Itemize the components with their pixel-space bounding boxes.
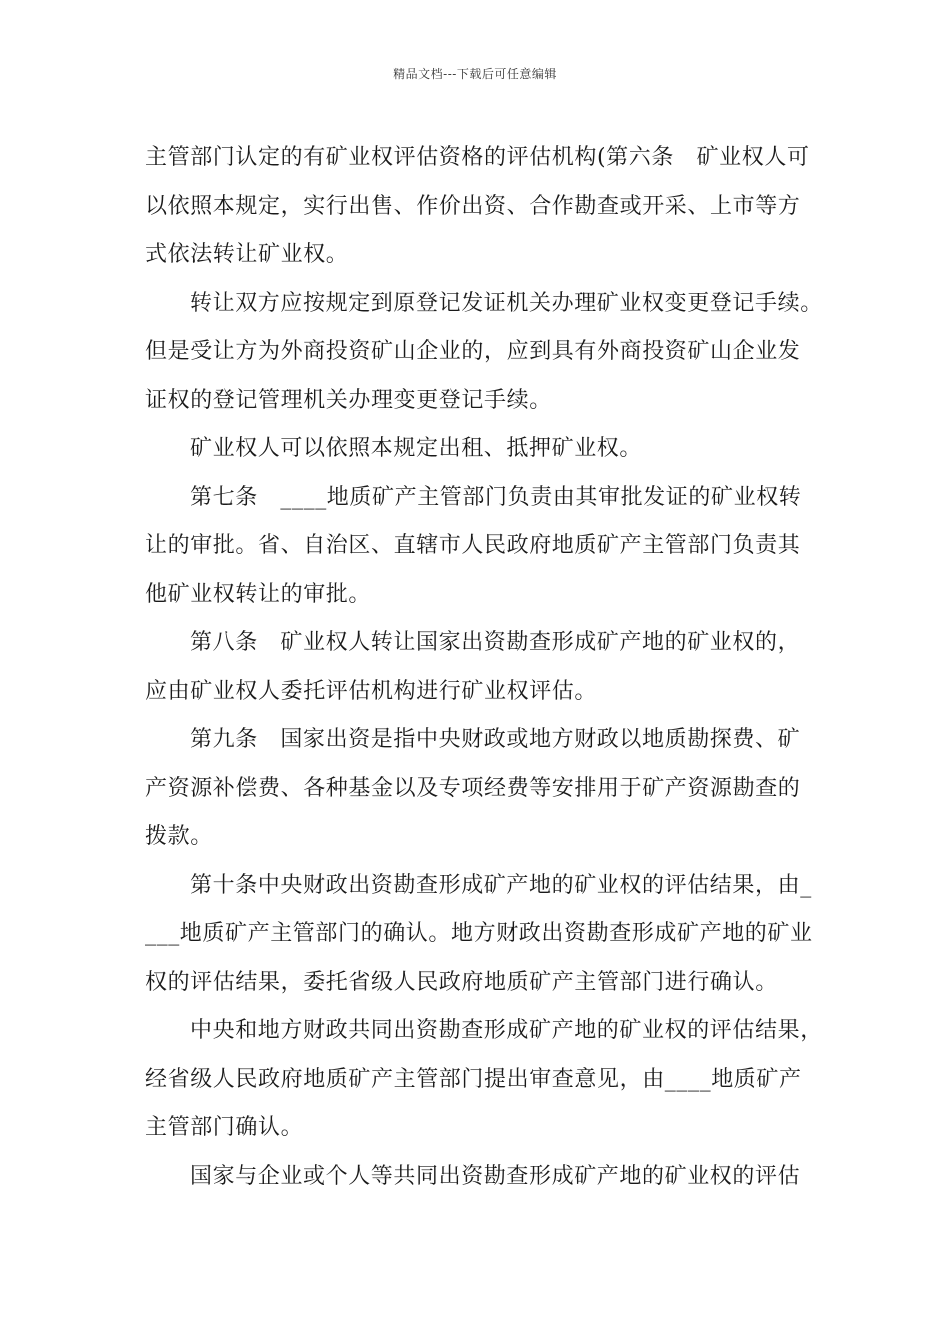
document-body bbox=[145, 134, 823, 1201]
page-header: 精品文档---下载后可任意编辑 bbox=[393, 67, 557, 81]
text-line: 主管部门认定的有矿业权评估资格的评估机构(第六条 矿业权人可 bbox=[145, 145, 810, 170]
text-line: 以依照本规定，实行出售、作价出资、合作勘查或开采、上市等方 bbox=[145, 193, 801, 219]
text-line: 中央和地方财政共同出资勘查形成矿产地的矿业权的评估结果， bbox=[190, 1018, 823, 1043]
paragraph-article-8 bbox=[145, 619, 815, 716]
text-line: 第八条 矿业权人转让国家出资勘查形成矿产地的矿业权的， bbox=[190, 630, 801, 655]
paragraph-article-10 bbox=[145, 862, 815, 1008]
paragraph-article-9 bbox=[145, 716, 815, 862]
text-line: 转让双方应按规定到原登记发证机关办理矿业权变更登记手续。 bbox=[190, 290, 823, 316]
paragraph-state-enterprise bbox=[145, 1153, 815, 1202]
text-line: 式依法转让矿业权。 bbox=[145, 242, 349, 267]
text-line: 经省级人民政府地质矿产主管部门提出审查意见，由____地质矿产 bbox=[145, 1066, 802, 1092]
paragraph-article-7 bbox=[145, 474, 815, 620]
text-line: 第七条 ____地质矿产主管部门负责由其审批发证的矿业权转 bbox=[190, 484, 802, 510]
text-line: 矿业权人可以依照本规定出租、抵押矿业权。 bbox=[190, 436, 643, 461]
text-line: 让的审批。省、自治区、直辖市人民政府地质矿产主管部门负责其 bbox=[145, 533, 801, 558]
text-line: 但是受让方为外商投资矿山企业的，应到具有外商投资矿山企业发 bbox=[145, 339, 801, 364]
paragraph-1 bbox=[145, 134, 815, 280]
text-line: 产资源补偿费、各种基金以及专项经费等安排用于矿产资源勘查的 bbox=[145, 775, 801, 801]
text-line: 拨款。 bbox=[145, 824, 213, 849]
paragraph-joint-funding bbox=[145, 1007, 823, 1153]
text-line: 应由矿业权人委托评估机构进行矿业权评估。 bbox=[145, 678, 598, 704]
text-line: 国家与企业或个人等共同出资勘查形成矿产地的矿业权的评估 bbox=[190, 1163, 801, 1189]
text-line: 第九条 国家出资是指中央财政或地方财政以地质勘探费、矿 bbox=[190, 727, 801, 752]
text-line: 第十条中央财政出资勘查形成矿产地的矿业权的评估结果，由_ bbox=[190, 872, 812, 898]
text-line: 主管部门确认。 bbox=[145, 1115, 304, 1140]
text-line: 他矿业权转让的审批。 bbox=[145, 581, 372, 607]
text-line: 证权的登记管理机关办理变更登记手续。 bbox=[145, 387, 552, 413]
paragraph-2 bbox=[145, 280, 823, 426]
text-line: ___地质矿产主管部门的确认。地方财政出资勘查形成矿产地的矿业 bbox=[145, 921, 813, 946]
text-line: 权的评估结果，委托省级人民政府地质矿产主管部门进行确认。 bbox=[145, 969, 778, 995]
paragraph-3 bbox=[145, 425, 815, 474]
